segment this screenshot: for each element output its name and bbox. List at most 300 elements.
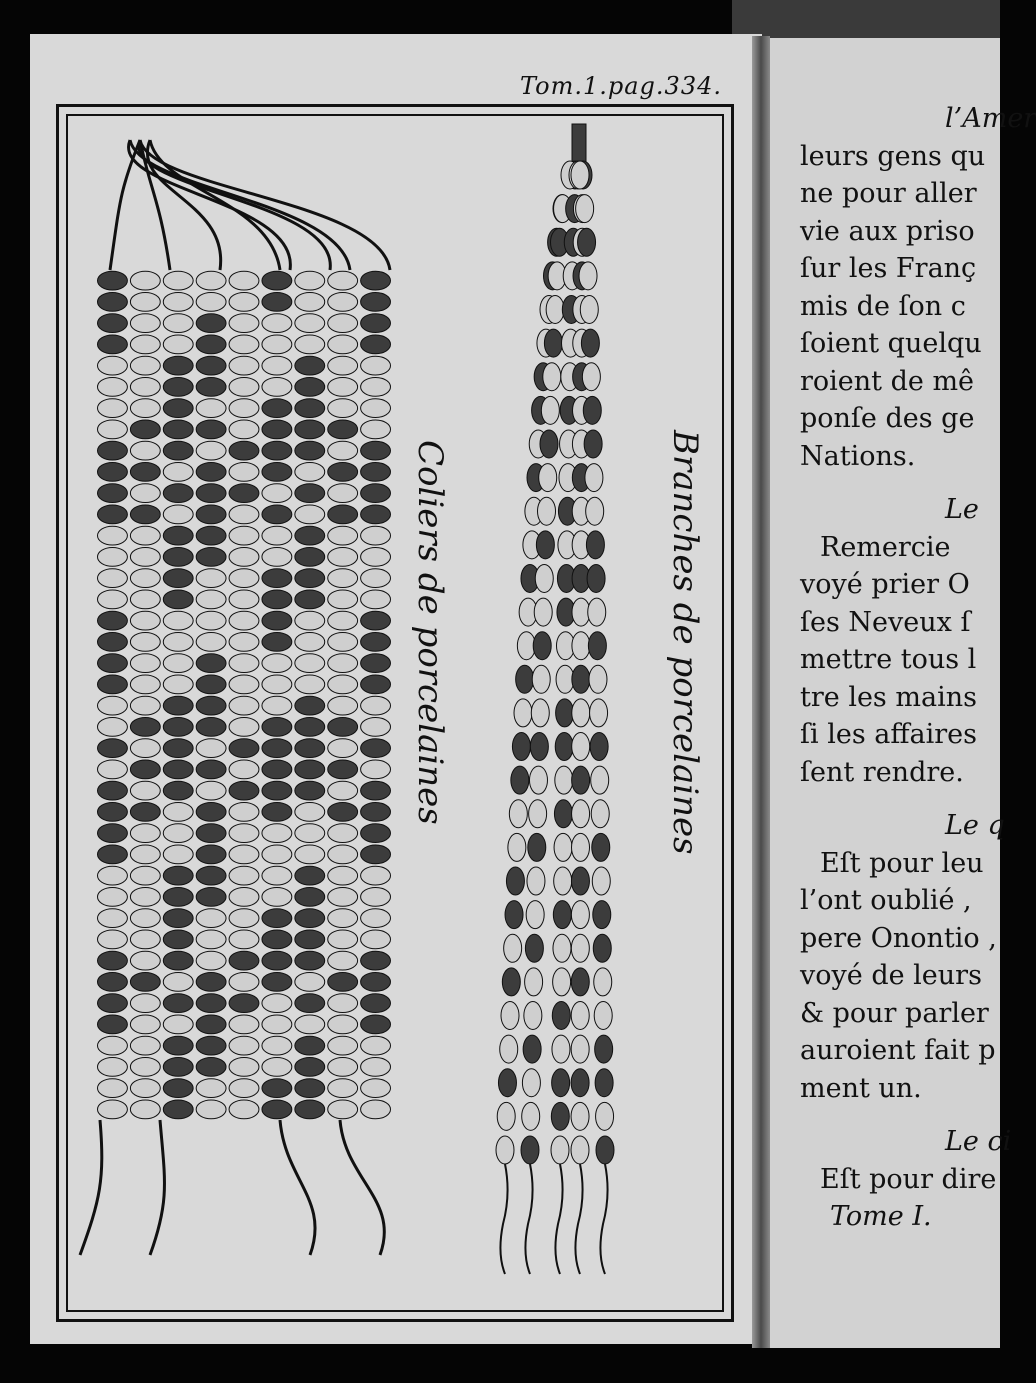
collar-bead [361,569,391,588]
collar-bead [196,739,226,758]
branch-bead [572,733,590,761]
collar-bead [196,909,226,928]
branch-bead [595,1069,613,1097]
collar-bead [196,1015,226,1034]
branch-bead [572,800,590,828]
collar-bead [262,696,292,715]
collar-bead [229,994,259,1013]
text-line: Eſt pour leu [820,847,984,879]
collar-bead [295,292,325,311]
collar-bead [196,314,226,333]
collar-string [150,1120,164,1255]
collar-bead [163,824,193,843]
collar-bead [196,675,226,694]
collar-bead [163,739,193,758]
branch-bead [582,363,600,391]
collar-bead [361,484,391,503]
collar-bead [262,356,292,375]
collar-bead [361,654,391,673]
collar-bead [361,972,391,991]
collar-string [280,1120,315,1255]
collar-bead [361,781,391,800]
collar-bead [262,569,292,588]
collar-bead [98,271,128,290]
collar-bead [130,675,160,694]
branch-bead [514,699,532,727]
text-line: roient de mê [800,365,975,397]
branch-bead [511,766,529,794]
collar-bead [163,632,193,651]
collar-bead [361,377,391,396]
branch-bead [571,1035,589,1063]
collar-bead [229,1015,259,1034]
collar-bead [295,335,325,354]
branch-bead [554,867,572,895]
branch-bead [554,800,572,828]
collar-bead [229,781,259,800]
branch-bead [571,867,589,895]
collar-bead [196,845,226,864]
collar-bead [196,866,226,885]
collar-bead [196,569,226,588]
branch-bead [504,934,522,962]
collar-bead [196,696,226,715]
collar-bead [262,462,292,481]
collar-bead [295,994,325,1013]
collar-bead [328,377,358,396]
branch-bead [571,1102,589,1130]
collar-bead [229,569,259,588]
collar-bead [361,590,391,609]
collar-string [130,140,350,270]
collar-bead [163,781,193,800]
collar-bead [295,569,325,588]
collar-bead [295,760,325,779]
collar-bead [295,505,325,524]
collar-bead [196,590,226,609]
branch-bead [532,665,550,693]
collar-bead [229,739,259,758]
branch-bead [571,1002,589,1030]
collar-bead [98,717,128,736]
branch-bead [579,262,597,290]
collar-bead [98,972,128,991]
collar-bead [295,1100,325,1119]
collar-bead [163,1057,193,1076]
collar-bead [130,399,160,418]
collar-bead [229,441,259,460]
collar-bead [361,994,391,1013]
branch-bead [572,699,590,727]
branch-bead [508,833,526,861]
collar-bead [163,377,193,396]
collar-bead [295,484,325,503]
collar-bead [229,505,259,524]
branch-bead [586,531,604,559]
collar-bead [98,1036,128,1055]
collar-bead [229,590,259,609]
collar-bead [295,972,325,991]
collar-bead [163,909,193,928]
collar-bead [262,994,292,1013]
collar-bead [163,696,193,715]
branch-bead [596,1136,614,1164]
branch-bead [583,396,601,424]
collar-bead [130,547,160,566]
collar-bead [361,547,391,566]
collar-bead [196,717,226,736]
collar-bead [328,972,358,991]
collar-bead [328,526,358,545]
collar-bead [361,1100,391,1119]
branch-bead [571,934,589,962]
collar-bead [229,356,259,375]
text-line: ſi les affaires [800,719,978,750]
branch-bead [539,464,557,492]
branch-bead [595,1035,613,1063]
collar-bead [262,526,292,545]
collar-bead [130,717,160,736]
collar-bead [229,1079,259,1098]
branch-bead [516,665,534,693]
collar-bead [328,441,358,460]
collar-bead [98,781,128,800]
collar-bead [98,930,128,949]
collar-bead [196,377,226,396]
collar-bead [361,760,391,779]
section-heading: Le [945,494,979,525]
collar-bead [262,951,292,970]
collar-bead [130,1015,160,1034]
collar-bead [229,462,259,481]
branch-bead [540,430,558,458]
collar-bead [262,1079,292,1098]
branch-bead [588,598,606,626]
collar-bead [262,1036,292,1055]
collar-bead [196,399,226,418]
collar-bead [196,526,226,545]
branch-bead [572,665,590,693]
collar-bead [361,930,391,949]
collar-bead [98,526,128,545]
collar-bead [361,462,391,481]
collar-bead [163,420,193,439]
branch-bead [522,1102,540,1130]
branch-bead [584,430,602,458]
collar-bead [361,441,391,460]
collar-bead [163,547,193,566]
collar-bead [130,1100,160,1119]
collar-bead [295,930,325,949]
collar-bead [295,739,325,758]
collar-bead [98,420,128,439]
collar-bead [361,951,391,970]
text-line: Tome I. [830,1201,932,1232]
collar-bead [196,1036,226,1055]
collar-bead [361,909,391,928]
collar-bead [262,909,292,928]
collar-bead [328,930,358,949]
collar-bead [262,271,292,290]
collar-bead [130,590,160,609]
text-line: ment un. [800,1072,922,1104]
collar-bead [328,399,358,418]
text-line: ſent rendre. [800,756,964,788]
collar-bead [229,717,259,736]
branch-bead [505,901,523,929]
collar-bead [229,399,259,418]
collar-bead [328,845,358,864]
collar-bead [262,377,292,396]
collar-bead [98,356,128,375]
collar-bead [130,526,160,545]
branch-bead [500,1035,518,1063]
text-line: Remercie [820,531,951,563]
collar-bead [163,1015,193,1034]
collar-bead [163,611,193,630]
collar-bead [295,909,325,928]
branch-bead [571,161,589,189]
text-line: & pour parler [800,997,989,1029]
collar-bead [130,824,160,843]
collar-bead [361,335,391,354]
collar-bead [361,526,391,545]
collar-bead [98,994,128,1013]
collar-bead [229,824,259,843]
branch-bead [522,1069,540,1097]
collar-bead [361,845,391,864]
collar-bead [130,335,160,354]
collar-bead [196,802,226,821]
collar-bead [163,994,193,1013]
collar-bead [295,462,325,481]
branch-bead [525,934,543,962]
collar-bead [229,654,259,673]
text-line: auroient fait p [800,1035,996,1066]
collar-string [80,1120,102,1255]
text-line: tre les mains [800,681,977,713]
collar-bead [295,356,325,375]
collar-bead [196,824,226,843]
branch-bead [509,800,527,828]
branch-bead [552,1035,570,1063]
right-page-text [800,96,1036,1236]
collar-bead [361,1036,391,1055]
collar-bead [262,590,292,609]
branch-bead [543,363,561,391]
text-line: pere Onontio , [800,922,997,954]
branch-bead [512,733,530,761]
branch-bead [552,1069,570,1097]
collar-bead [361,399,391,418]
collar-bead [130,994,160,1013]
branch-bead [527,867,545,895]
text-line: l’ont oublié , [800,885,972,916]
collar-bead [295,611,325,630]
collar-bead [163,314,193,333]
collar-bead [130,1079,160,1098]
collar-bead [229,314,259,333]
collar-bead [295,590,325,609]
collar-bead [295,1015,325,1034]
collar-bead [328,802,358,821]
collar-bead [262,781,292,800]
collar-bead [328,271,358,290]
collar-bead [262,654,292,673]
collar-bead [229,420,259,439]
caption-coliers: Coliers de porcelaines [410,440,450,825]
collar-bead [328,632,358,651]
branch-tail [525,1164,532,1274]
collar-bead [98,314,128,333]
collar-bead [361,632,391,651]
collar-bead [163,569,193,588]
collar-bead [262,441,292,460]
collar-bead [98,547,128,566]
collar-bead [98,654,128,673]
branch-bead [524,1002,542,1030]
branch-tail [600,1164,607,1274]
collar-bead [328,462,358,481]
branch-bead [541,396,559,424]
collar-bead [295,654,325,673]
collar-bead [328,951,358,970]
branch-bead [531,699,549,727]
collar-bead [328,866,358,885]
branch-bead [525,968,543,996]
collar-bead [98,462,128,481]
collar-bead [328,781,358,800]
collar-bead [328,696,358,715]
collar-bead [130,484,160,503]
branch-bead [553,901,571,929]
collar-bead [295,845,325,864]
wampum-collar [80,140,390,1255]
collar-bead [130,505,160,524]
collar-bead [130,1057,160,1076]
collar-bead [328,739,358,758]
collar-bead [98,1100,128,1119]
branch-bead [571,901,589,929]
collar-bead [98,760,128,779]
collar-bead [328,1079,358,1098]
collar-bead [262,1100,292,1119]
collar-bead [98,484,128,503]
collar-bead [163,526,193,545]
section-heading: Le ci [945,1126,1012,1157]
text-line: ſur les Franç [800,253,977,284]
collar-bead [130,654,160,673]
collar-bead [229,930,259,949]
collar-bead [196,632,226,651]
collar-bead [229,866,259,885]
collar-bead [130,781,160,800]
collar-bead [163,505,193,524]
branch-bead [535,564,553,592]
collar-bead [328,1036,358,1055]
collar-bead [229,909,259,928]
collar-bead [163,462,193,481]
collar-bead [98,866,128,885]
collar-bead [196,420,226,439]
collar-bead [262,314,292,333]
collar-bead [328,887,358,906]
collar-bead [328,356,358,375]
collar-bead [229,335,259,354]
collar-bead [196,654,226,673]
collar-bead [229,1036,259,1055]
collar-bead [361,824,391,843]
collar-bead [262,739,292,758]
collar-bead [262,802,292,821]
collar-bead [130,802,160,821]
text-line: voyé de leurs [800,960,982,991]
branch-bead [502,968,520,996]
section-heading: l’Amer [945,103,1036,134]
collar-bead [295,951,325,970]
collar-bead [196,611,226,630]
branch-bead [572,833,590,861]
collar-bead [130,441,160,460]
collar-bead [163,1079,193,1098]
collar-bead [229,632,259,651]
branch-bead [552,1002,570,1030]
collar-bead [196,505,226,524]
collar-bead [98,335,128,354]
collar-bead [328,760,358,779]
collar-bead [361,802,391,821]
branch-bead [589,665,607,693]
branch-bead [590,699,608,727]
branch-bead [580,295,598,323]
collar-bead [196,781,226,800]
branch-bead [551,1136,569,1164]
collar-bead [295,824,325,843]
collar-bead [163,1100,193,1119]
collar-bead [328,909,358,928]
branch-bead [593,934,611,962]
collar-bead [196,972,226,991]
collar-bead [328,1015,358,1034]
collar-bead [130,611,160,630]
branch-bead [533,632,551,660]
collar-bead [229,484,259,503]
collar-bead [229,526,259,545]
collar-bead [196,547,226,566]
branch-bead [572,632,590,660]
collar-bead [196,484,226,503]
collar-bead [262,845,292,864]
collar-bead [262,717,292,736]
collar-bead [328,675,358,694]
collar-bead [130,462,160,481]
collar-bead [328,569,358,588]
collar-bead [229,972,259,991]
collar-bead [262,484,292,503]
text-line: voyé prier O [800,569,970,600]
collar-bead [196,930,226,949]
collar-bead [130,845,160,864]
branch-bead [517,632,535,660]
branch-bead [497,1102,515,1130]
branch-bead [555,766,573,794]
collar-bead [295,271,325,290]
text-line: ſes Neveux ſ [800,606,971,638]
collar-bead [328,1057,358,1076]
collar-bead [262,760,292,779]
collar-bead [229,1057,259,1076]
collar-bead [229,377,259,396]
